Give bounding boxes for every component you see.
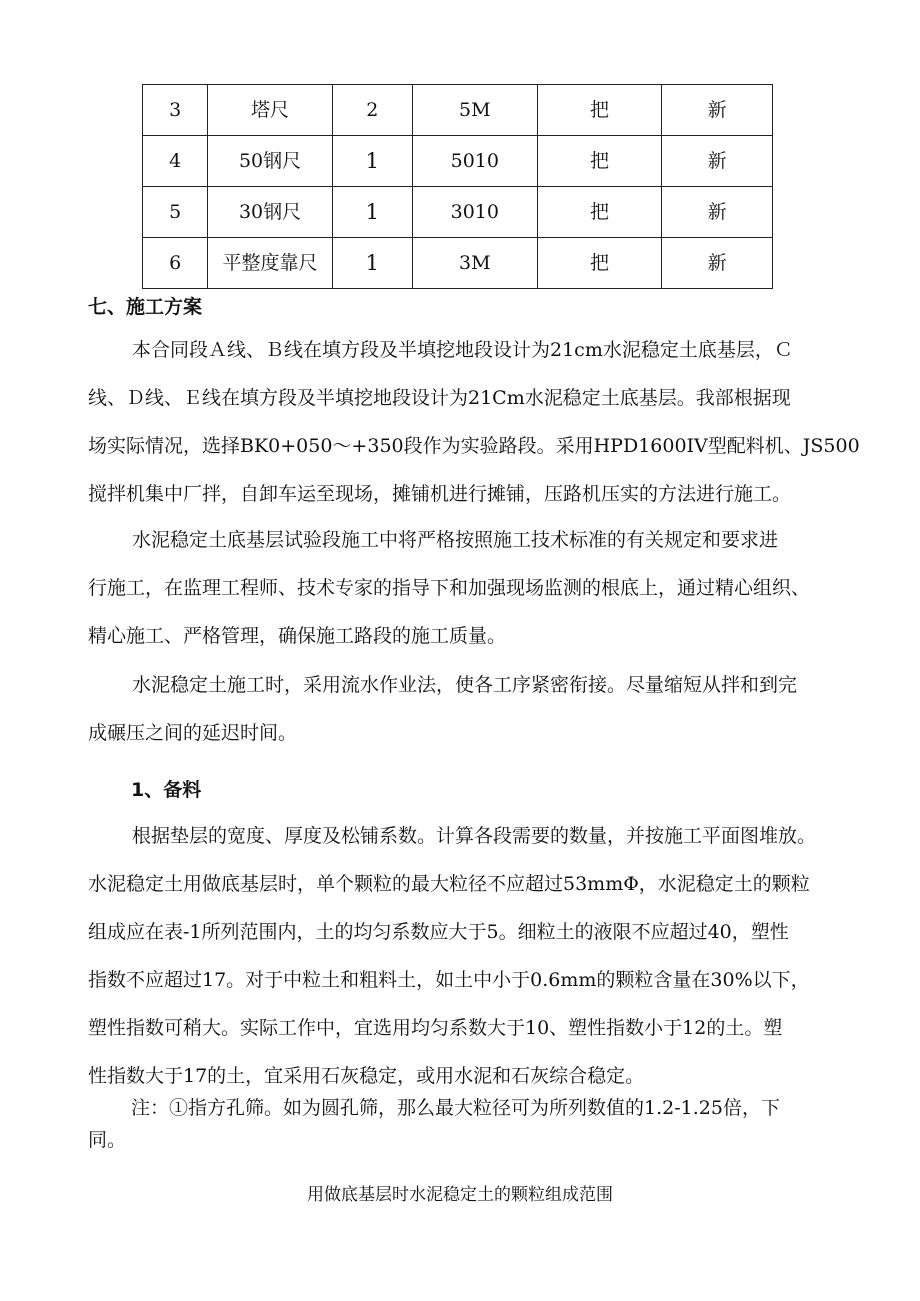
text-line: 精心施工、严格管理，确保施工路段的施工质量。 xyxy=(88,625,507,647)
cell-name: 30钢尺 xyxy=(208,187,333,238)
table-row xyxy=(143,85,773,136)
text-line: 场实际情况，选择BK0+050～+350段作为实验路段。采用HPD1600IV型配料机、JS500 xyxy=(88,435,860,457)
text-line: 水泥稳定土施工时，采用流水作业法，使各工序紧密衔接。尽量缩短从拌和到完 xyxy=(132,674,798,696)
cell-no: 4 xyxy=(143,136,208,187)
text-line: 根据垫层的宽度、厚度及松铺系数。计算各段需要的数量，并按施工平面图堆放。 xyxy=(132,825,817,847)
cell-unit: 把 xyxy=(537,85,662,136)
cell-condition: 新 xyxy=(662,187,773,238)
text-line: 同。 xyxy=(88,1129,127,1151)
table-caption: 用做底基层时水泥稳定土的颗粒组成范围 xyxy=(307,1185,613,1205)
text-line: 注：①指方孔筛。如为圆孔筛，那么最大粒径可为所列数值的1.2-1.25倍，下 xyxy=(131,1097,780,1119)
text-line: 水泥稳定土底基层试验段施工中将严格按照施工技术标准的有关规定和要求进 xyxy=(132,529,779,551)
cell-unit: 把 xyxy=(537,187,662,238)
text-line: 指数不应超过17。对于中粒土和粗料土，如土中小于0.6mm的颗粒含量在30%以下， xyxy=(88,969,810,991)
cell-qty: 1 xyxy=(332,136,412,187)
cell-condition: 新 xyxy=(662,238,773,289)
table-row xyxy=(143,187,773,238)
table-row xyxy=(143,238,773,289)
text-line: 水泥稳定土用做底基层时，单个颗粒的最大粒径不应超过53mmΦ，水泥稳定土的颗粒 xyxy=(88,873,810,895)
paragraph-materials xyxy=(88,812,833,1100)
cell-name: 50钢尺 xyxy=(208,136,333,187)
section-heading-materials: 1、备料 xyxy=(131,779,202,801)
cell-spec: 3010 xyxy=(412,187,537,238)
section-heading-construction-plan: 七、施工方案 xyxy=(88,296,203,318)
cell-condition: 新 xyxy=(662,136,773,187)
cell-qty: 1 xyxy=(332,187,412,238)
cell-spec: 5010 xyxy=(412,136,537,187)
cell-unit: 把 xyxy=(537,136,662,187)
text-line: 成碾压之间的延迟时间。 xyxy=(88,722,298,744)
table-row xyxy=(143,136,773,187)
paragraph-flow-method xyxy=(88,661,833,757)
cell-name: 平整度靠尺 xyxy=(208,238,333,289)
cell-unit: 把 xyxy=(537,238,662,289)
cell-spec: 5M xyxy=(412,85,537,136)
cell-no: 3 xyxy=(143,85,208,136)
text-line: 行施工，在监理工程师、技术专家的指导下和加强现场监测的根底上，通过精心组织、 xyxy=(88,577,811,599)
paragraph-test-section xyxy=(88,516,833,660)
cell-spec: 3M xyxy=(412,238,537,289)
text-line: 搅拌机集中厂拌，自卸车运至现场，摊铺机进行摊铺，压路机压实的方法进行施工。 xyxy=(88,483,792,505)
text-line: 本合同段Ａ线、Ｂ线在填方段及半填挖地段设计为21cm水泥稳定土底基层，Ｃ xyxy=(132,339,793,361)
text-line: 线、Ｄ线、Ｅ线在填方段及半填挖地段设计为21Cm水泥稳定土底基层。我部根据现 xyxy=(88,387,791,409)
cell-no: 5 xyxy=(143,187,208,238)
cell-qty: 1 xyxy=(332,238,412,289)
equipment-table xyxy=(142,84,773,289)
text-line: 组成应在表-1所列范围内，土的均匀系数应大于5。细粒土的液限不应超过40，塑性 xyxy=(88,921,789,943)
cell-qty: 2 xyxy=(332,85,412,136)
note-sieve xyxy=(88,1092,841,1156)
cell-condition: 新 xyxy=(662,85,773,136)
paragraph-intro xyxy=(88,326,860,518)
text-line: 性指数大于17的土，宜采用石灰稳定，或用水泥和石灰综合稳定。 xyxy=(88,1065,645,1087)
text-line: 塑性指数可稍大。实际工作中，宜选用均匀系数大于10、塑性指数小于12的土。塑 xyxy=(88,1017,783,1039)
cell-no: 6 xyxy=(143,238,208,289)
cell-name: 塔尺 xyxy=(208,85,333,136)
